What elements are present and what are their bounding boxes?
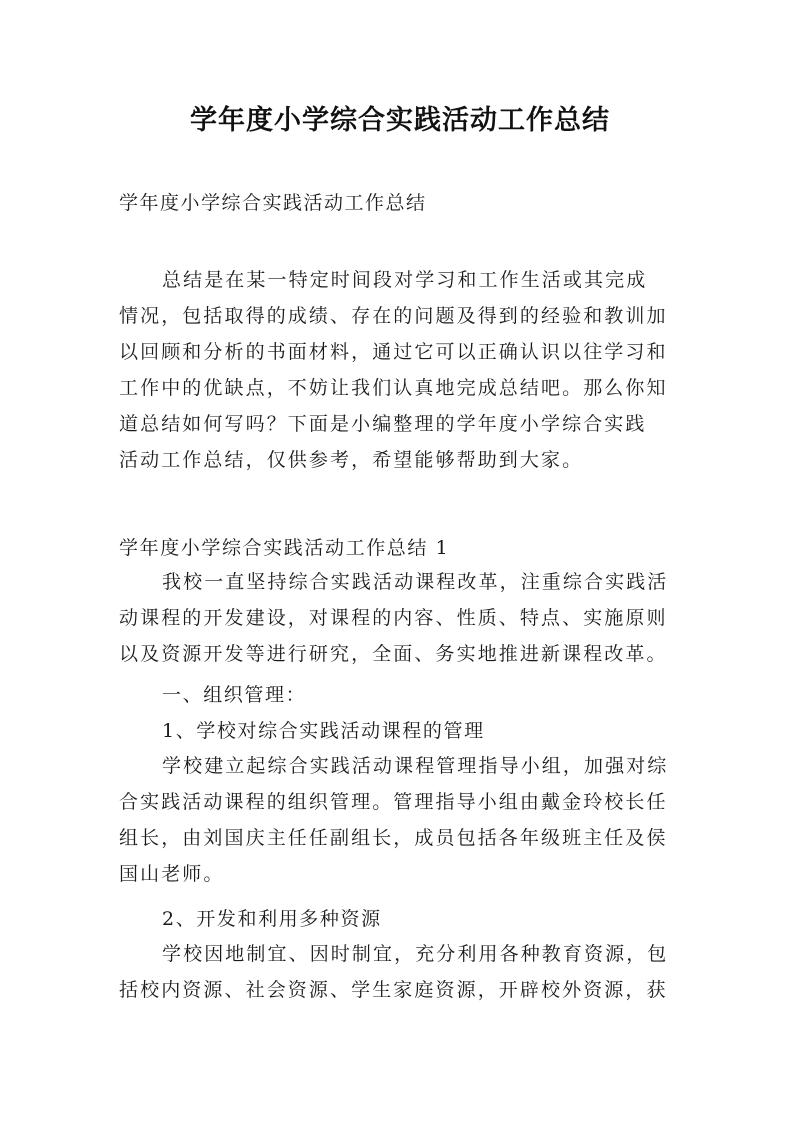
subheading-organization: 一、组织管理： <box>162 684 307 706</box>
intro-line: 工作中的优缺点，不妨让我们认真地完成总结吧。那么你知 <box>119 377 668 399</box>
item2-paragraph <box>119 936 691 1008</box>
paragraph-line: 组长，由刘国庆主任任副组长，成员包括各年级班主任及侯 <box>119 827 668 849</box>
paragraph-line: 动课程的开发建设，对课程的内容、性质、特点、实施原则 <box>119 607 668 629</box>
paragraph-line: 合实践活动课程的组织管理。管理指导小组由戴金玲校长任 <box>119 791 668 813</box>
item1-paragraph <box>119 748 691 892</box>
section-heading: 学年度小学综合实践活动工作总结 1 <box>119 537 450 559</box>
intro-line: 情况，包括取得的成绩、存在的问题及得到的经验和教训加 <box>119 305 668 327</box>
paragraph-line: 括校内资源、社会资源、学生家庭资源，开辟校外资源，获 <box>119 979 668 1001</box>
document-title: 学年度小学综合实践活动工作总结 <box>190 105 610 136</box>
subheading-item-1: 1、学校对综合实践活动课程的管理 <box>162 720 485 742</box>
intro-line: 总结是在某一特定时间段对学习和工作生活或其完成 <box>162 269 648 291</box>
paragraph-line: 我校一直坚持综合实践活动课程改革，注重综合实践活 <box>162 571 669 593</box>
paragraph-line: 以及资源开发等进行研究，全面、务实地推进新课程改革。 <box>119 643 668 665</box>
paragraph-line: 学校因地制宜、因时制宜，充分利用各种教育资源，包 <box>162 943 669 965</box>
intro-line: 活动工作总结，仅供参考，希望能够帮助到大家。 <box>119 449 584 471</box>
intro-line: 道总结如何写吗？下面是小编整理的学年度小学综合实践 <box>119 413 647 435</box>
document-subtitle: 学年度小学综合实践活动工作总结 <box>119 192 427 214</box>
paragraph-line: 学校建立起综合实践活动课程管理指导小组，加强对综 <box>162 755 669 777</box>
intro-paragraph <box>119 262 691 478</box>
subheading-item-2: 2、开发和利用多种资源 <box>162 908 382 930</box>
intro-line: 以回顾和分析的书面材料，通过它可以正确认识以往学习和 <box>119 341 668 363</box>
section-paragraph <box>119 564 691 672</box>
paragraph-line: 国山老师。 <box>119 863 225 885</box>
